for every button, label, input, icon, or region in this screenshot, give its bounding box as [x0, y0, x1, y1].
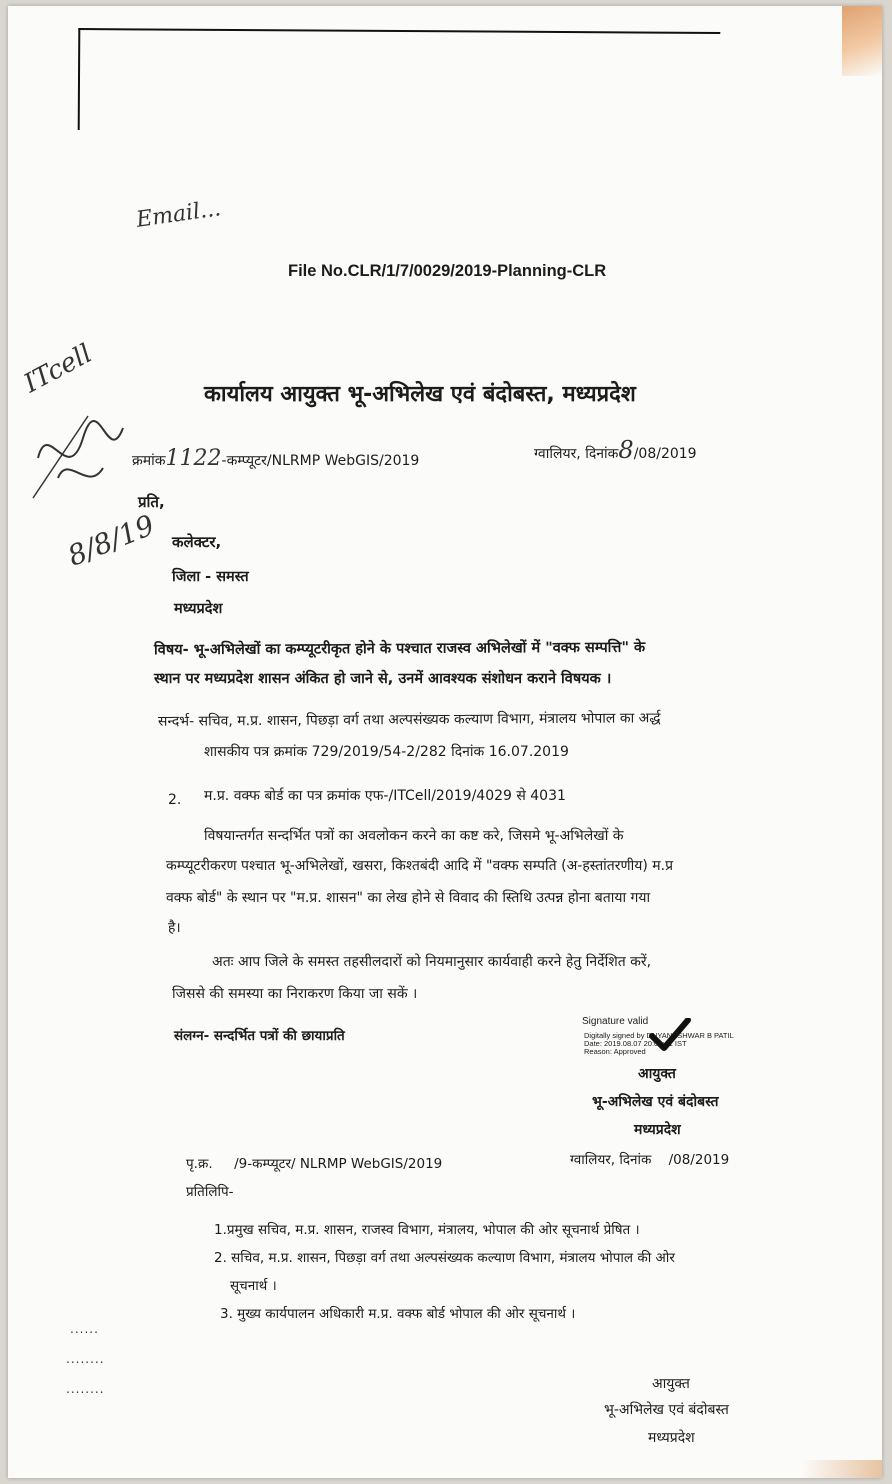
reference-line1: सन्दर्भ- सचिव, म.प्र. शासन, पिछड़ा वर्ग तथा अल्पसंख्यक कल्याण विभाग, मंत्रालय भोपाल का अर्द्ध — [157, 710, 661, 730]
handwritten-date-note: 8/8/19 — [63, 508, 160, 573]
subject-line2: स्थान पर मध्यप्रदेश शासन अंकित हो जाने से, उनमें आवश्यक संशोधन कराने विषयक । — [154, 671, 612, 687]
place-date-label: ग्वालियर, दिनांक — [534, 446, 619, 462]
endorsement-prefix: पृ.क्र. — [186, 1156, 213, 1172]
enclosure-note: संलग्न- सन्दर्भित पत्रों की छायाप्रति — [174, 1028, 345, 1044]
reference-item2-number: 2. — [168, 792, 182, 808]
file-number: File No.CLR/1/7/0029/2019-Planning-CLR — [288, 262, 607, 280]
addressee-prati: प्रति, — [138, 493, 165, 511]
dots-line1: ...... — [70, 1322, 99, 1336]
ref-place-date — [534, 436, 697, 464]
paper-stain — [842, 6, 882, 76]
copy-item1: 1.प्रमुख सचिव, म.प्र. शासन, राजस्व विभाग, मंत्रालय, भोपाल की ओर सूचनार्थ प्रेषित । — [214, 1222, 640, 1238]
copy-item2-line1: 2. सचिव, म.प्र. शासन, पिछड़ा वर्ग तथा अल्पसंख्यक कल्याण विभाग, मंत्रालय भोपाल की ओर — [214, 1250, 675, 1266]
reference-line — [132, 446, 419, 471]
copy-item3: 3. मुख्य कार्यपालन अधिकारी म.प्र. वक्फ बोर्ड भोपाल की ओर सूचनार्थ । — [220, 1306, 576, 1322]
ref-rest: -कम्प्यूटर/NLRMP WebGIS/2019 — [221, 453, 420, 469]
signature-line3: Reason: Approved — [584, 1047, 646, 1056]
pratilipi-label: प्रतिलिपि- — [186, 1184, 234, 1200]
signatory-title1: आयुक्त — [638, 1066, 676, 1082]
office-title: कार्यालय आयुक्त भू-अभिलेख एवं बंदोबस्त, मध्यप्रदेश — [204, 382, 636, 407]
handwritten-email-note: Email... — [134, 196, 223, 233]
body-para1-line3: वक्फ बोर्ड" के स्थान पर "म.प्र. शासन" का लेख होने से विवाद की स्तिथि उत्पन्न होना बताया गया — [166, 890, 651, 906]
signature-line2: Date: 2019.08.07 20:00:41 IST — [584, 1039, 687, 1048]
body-para1-line1: विषयान्तर्गत सन्दर्भित पत्रों का अवलोकन करने का कष्ट करे, जिसमे भू-अभिलेखों के — [204, 828, 624, 844]
letterhead-border — [78, 28, 721, 134]
handwritten-day: 8 — [618, 436, 634, 464]
handwritten-itcell-note: ITcell — [19, 338, 98, 400]
signature-valid-label: Signature valid — [582, 1016, 649, 1027]
body-para2-line1: अतः आप जिले के समस्त तहसीलदारों को नियमानुसार कार्यवाही करने हेतु निर्देशित करें, — [212, 954, 652, 970]
signatory-title3: मध्यप्रदेश — [634, 1122, 681, 1138]
body-para2-line2: जिससे की समस्या का निराकरण किया जा सकें । — [172, 986, 418, 1002]
endorsement-date: /08/2019 — [668, 1152, 730, 1168]
body-para1-line4: है। — [168, 920, 181, 936]
endorsement-ref — [186, 1154, 442, 1172]
reference-item2: म.प्र. वक्फ बोर्ड का पत्र क्रमांक एफ-/ITCell/2019/4029 से 4031 — [204, 788, 566, 804]
footer-title2: भू-अभिलेख एवं बंदोबस्त — [604, 1402, 729, 1418]
reference-line2: शासकीय पत्र क्रमांक 729/2019/54-2/282 दिनांक 16.07.2019 — [204, 744, 569, 760]
body-para1-line2: कम्प्यूटरीकरण पश्चात भू-अभिलेखों, खसरा, किश्तबंदी आदि में "वक्फ सम्पति (अ-हस्तांतरणीय) म.प्र — [166, 858, 674, 874]
document-page — [8, 6, 882, 1478]
dots-line2: ........ — [66, 1352, 105, 1366]
handwritten-number: 1122 — [165, 446, 222, 471]
copy-item2-line2: सूचनार्थ । — [230, 1278, 277, 1294]
footer-title1: आयुक्त — [652, 1376, 690, 1392]
subject-line1: विषय- भू-अभिलेखों का कम्प्यूटरीकृत होने के पश्चात राजस्व अभिलेखों में "वक्फ सम्पत्ति" के — [153, 639, 646, 659]
ref-prefix: क्रमांक — [132, 453, 166, 469]
signatory-title2: भू-अभिलेख एवं बंदोबस्त — [592, 1094, 719, 1110]
endorsement-rest: /9-कम्प्यूटर/ NLRMP WebGIS/2019 — [234, 1156, 443, 1172]
addressee-line3: मध्यप्रदेश — [174, 601, 223, 617]
date-value: /08/2019 — [633, 446, 697, 462]
dots-line3: ........ — [66, 1382, 105, 1396]
endorsement-place-date — [570, 1150, 729, 1168]
footer-title3: मध्यप्रदेश — [648, 1430, 695, 1446]
addressee-line2: जिला - समस्त — [172, 569, 249, 585]
endorsement-place-label: ग्वालियर, दिनांक — [570, 1152, 652, 1168]
addressee-line1: कलेक्टर, — [172, 533, 222, 551]
handwritten-initials-scribble — [28, 398, 138, 508]
signature-check-icon — [648, 1018, 692, 1052]
signature-line1: Digitally signed by DNYANESHWAR B PATIL — [584, 1031, 734, 1040]
paper-stain — [802, 1460, 882, 1478]
